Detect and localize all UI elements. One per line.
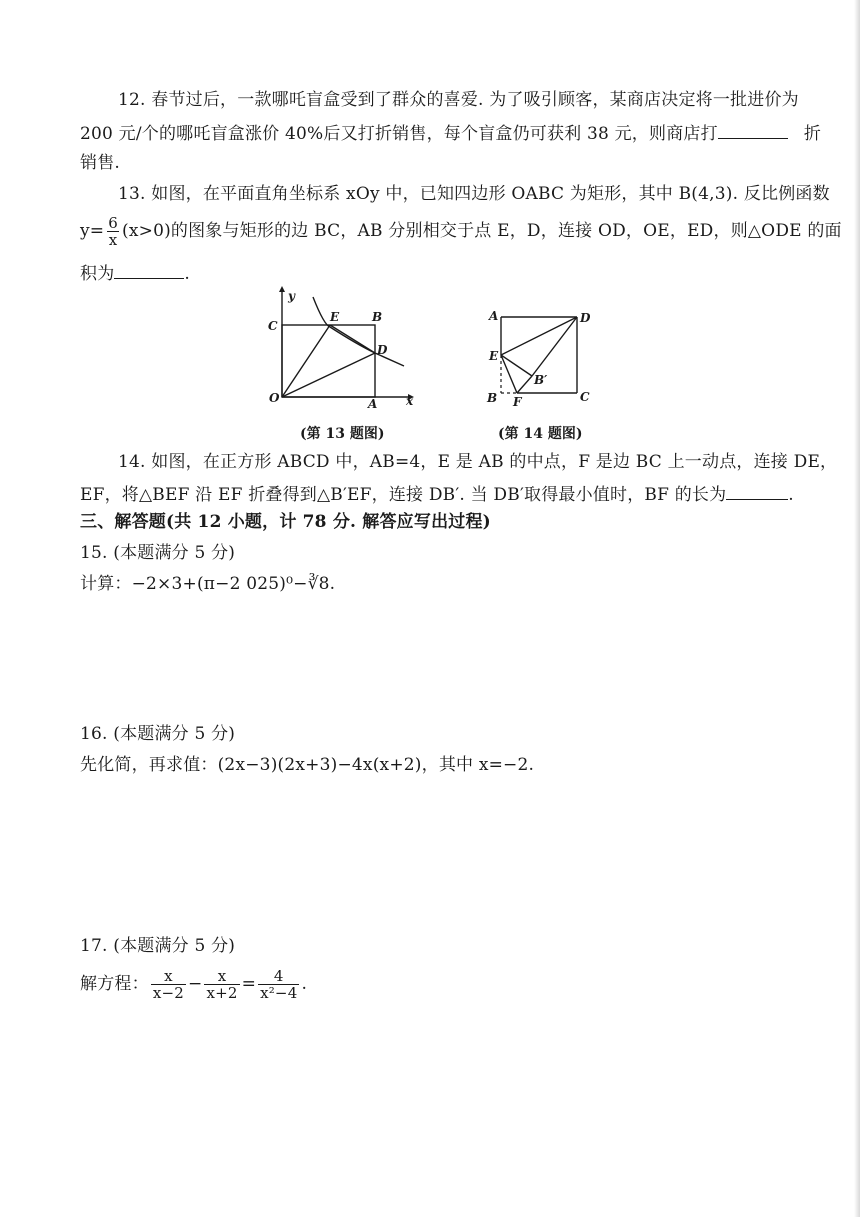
section-3-title: 三、解答题(共 12 小题，计 78 分. 解答应写出过程): [80, 512, 491, 532]
q12-line-3: 销售.: [80, 153, 121, 173]
q17-fraction-2-numerator: x: [217, 967, 227, 985]
q17-fraction-3-denominator: x²−4: [260, 984, 298, 1002]
q13-fraction-denominator: x: [108, 231, 118, 249]
figure-14: [480, 300, 600, 412]
q17-prefix: 解方程：: [80, 974, 149, 994]
q13-answer-blank[interactable]: [114, 260, 184, 279]
fig14-label-b: B: [487, 391, 498, 405]
fig13-curve: [313, 297, 404, 366]
fig13-label-b: B: [372, 310, 383, 324]
fig13-label-x: x: [406, 394, 414, 408]
fig13-label-c: C: [268, 319, 278, 333]
q16-heading: 16. (本题满分 5 分): [80, 724, 236, 744]
fig13-y-arrow: [279, 286, 285, 292]
q15-heading: 15. (本题满分 5 分): [80, 543, 236, 563]
q17-equals-sign: =: [241, 974, 257, 994]
fig13-rectangle: [282, 325, 375, 397]
q15-body: 计算：−2×3+(π−2 025)⁰−∛8.: [80, 574, 336, 594]
fig14-label-f: F: [513, 395, 522, 409]
q14-line-1: 14. 如图，在正方形 ABCD 中，AB=4，E 是 AB 的中点，F 是边 BC 上一动点，连接 DE，: [118, 452, 838, 472]
q16-body: 先化简，再求值：(2x−3)(2x+3)−4x(x+2)，其中 x=−2.: [80, 755, 535, 775]
q12-line-2: [80, 120, 822, 146]
q17-minus-sign: −: [187, 974, 203, 994]
q13-fraction-numerator: 6: [108, 214, 118, 232]
q17-equation: [80, 966, 780, 1002]
fig14-label-d: D: [580, 311, 591, 325]
q13-line-1: 13. 如图，在平面直角坐标系 xOy 中，已知四边形 OABC 为矩形，其中 B(4,3). 反比例函数: [118, 184, 830, 204]
fig14-label-e: E: [489, 349, 499, 363]
q17-end: .: [301, 974, 308, 994]
q17-fraction-1-numerator: x: [164, 967, 173, 985]
q17-fraction-2-denominator: x+2: [206, 984, 238, 1002]
q13-line-3-end: .: [184, 264, 191, 284]
q17-fraction-2: [204, 968, 239, 1001]
q12-answer-blank[interactable]: [718, 120, 788, 139]
q13-fraction: [106, 215, 120, 248]
fig14-segment-db-prime: [532, 317, 577, 376]
q13-function-prefix: y=: [80, 221, 105, 241]
q14-line-2-end: .: [788, 485, 794, 505]
fig13-label-y: y: [288, 289, 295, 303]
q13-line-2-text: (x>0)的图象与矩形的边 BC，AB 分别相交于点 E，D，连接 OD，OE，ED，则△ODE 的面: [122, 221, 842, 241]
fig13-caption: (第 13 题图): [300, 426, 385, 442]
fig13-label-e: E: [330, 310, 340, 324]
fig13-segment-ed: [330, 325, 375, 353]
fig14-segment-b-prime-f: [517, 376, 532, 393]
fig13-label-o: O: [269, 391, 280, 405]
q17-fraction-1-denominator: x−2: [152, 984, 184, 1002]
q14-line-2-text: EF，将△BEF 沿 EF 折叠得到△B′EF，连接 DB′. 当 DB′取得最小值时，BF 的长为: [80, 485, 727, 505]
q14-line-2: [80, 481, 794, 507]
fig13-label-d: D: [377, 343, 388, 357]
q13-line-2: [80, 214, 842, 249]
q13-line-3: [80, 260, 780, 286]
fig14-label-a: A: [489, 309, 499, 323]
fig14-caption: (第 14 题图): [498, 426, 583, 442]
q12-line-2-end: 折: [803, 124, 822, 144]
q17-heading: 17. (本题满分 5 分): [80, 936, 236, 956]
q13-line-3-text: 积为: [80, 264, 115, 284]
fig14-segment-de: [501, 317, 577, 355]
q17-fraction-3-numerator: 4: [273, 967, 284, 985]
q14-answer-blank[interactable]: [726, 481, 788, 500]
q17-fraction-3: [258, 968, 299, 1001]
figure-13: [258, 285, 418, 410]
q12-line-1: 12. 春节过后，一款哪吒盲盒受到了群众的喜爱. 为了吸引顾客，某商店决定将一批进价为: [118, 90, 799, 110]
page-edge-shadow: [854, 0, 860, 1217]
q12-line-2-text: 200 元/个的哪吒盲盒涨价 40%后又打折销售，每个盲盒仍可获利 38 元，则商店打: [80, 124, 718, 144]
fig14-label-b-prime: B′: [534, 373, 548, 387]
q17-fraction-1: [151, 968, 186, 1001]
fig14-label-c: C: [580, 390, 590, 404]
fig13-label-a: A: [368, 397, 378, 410]
